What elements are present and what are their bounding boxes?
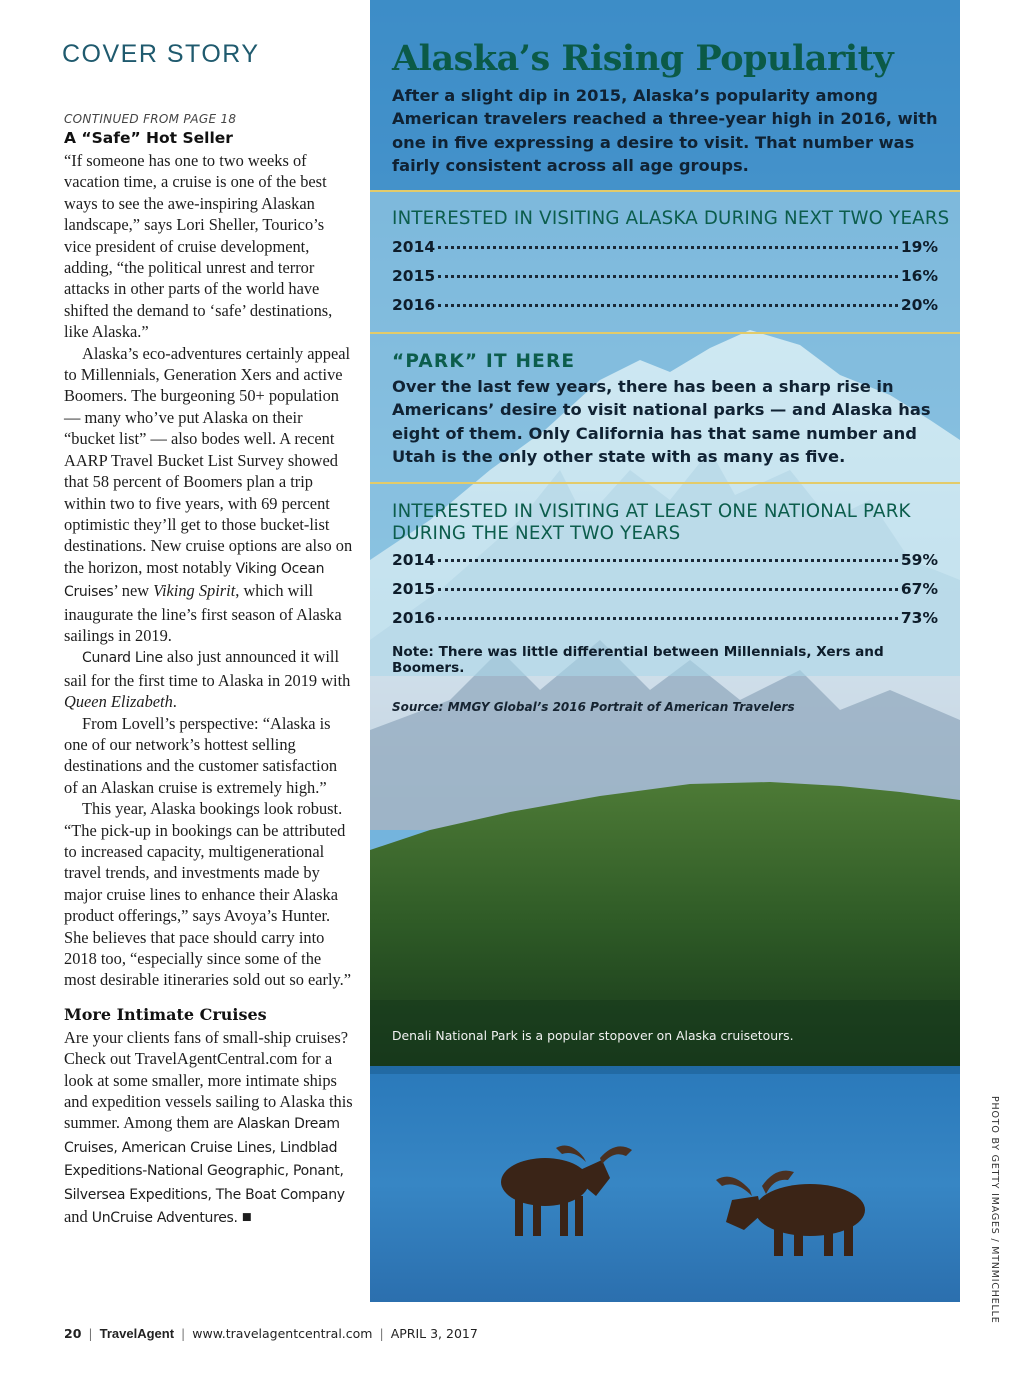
stat-row — [392, 580, 938, 602]
stat-heading-parks: INTERESTED IN VISITING AT LEAST ONE NATIONAL PARK DURING THE NEXT TWO YEARS — [392, 501, 911, 544]
stat-year: 2014 — [392, 551, 436, 569]
article-body — [64, 112, 354, 1230]
stat-year: 2015 — [392, 580, 436, 598]
infographic-panel — [370, 0, 960, 1302]
stat-value: 19% — [900, 238, 938, 256]
footer-date: APRIL 3, 2017 — [390, 1326, 478, 1341]
stat-value: 20% — [900, 296, 938, 314]
stat-year: 2015 — [392, 267, 436, 285]
stat-row — [392, 551, 938, 573]
end-mark: ■ — [241, 1207, 252, 1227]
section-label: COVER STORY — [62, 40, 260, 68]
paragraph: Alaska’s eco-adventures certainly appeal to Millennials, Generation Xers and active Boomers. The burgeoning 50+ population — many who’ve put Alaska on their “bucket list” — also bodes well. A recent AARP Travel Bucket List Survey showed that 58 percent of Boomers plan a trip within two to five years, with 69 percent optimistic they’ll get to those bucket-list destinations. New cruise options are also on the horizon, most notably Viking Ocean Cruises’ new Viking Spirit, which will inaugurate the line’s first season of Alaska sailings in 2019. — [64, 343, 353, 645]
continued-label: CONTINUED FROM PAGE 18 — [64, 112, 237, 126]
park-body: Over the last few years, there has been a sharp rise in Americans’ desire to visit national parks — and Alaska has eight of them. Only California has that same number and Utah is the only other state with as many as five. — [392, 377, 931, 466]
footer-url[interactable]: www.travelagentcentral.com — [192, 1326, 373, 1341]
source-line: Source: MMGY Global’s 2016 Portrait of American Travelers — [392, 700, 795, 714]
page-footer: 20 | TravelAgent | www.travelagentcentral.com | APRIL 3, 2017 — [64, 1326, 478, 1341]
paragraph: From Lovell’s perspective: “Alaska is one of our network’s hottest selling destinations and the customer satisfaction of an Alaskan cruise is extremely high.” — [64, 713, 338, 797]
stat-value: 67% — [900, 580, 938, 598]
paragraph: “If someone has one to two weeks of vacation time, a cruise is one of the best ways to see the awe-inspiring Alaskan landscape,” says Lori Sheller, Tourico’s vice president of cruise development, adding, “the political unrest and terror attacks in other parts of the world have shifted the demand to ‘safe’ destinations, like Alaska.” — [64, 151, 333, 342]
stat-year: 2016 — [392, 609, 436, 627]
stat-heading-alaska: INTERESTED IN VISITING ALASKA DURING NEXT TWO YEARS — [392, 208, 950, 229]
link-cunard-line[interactable]: Cunard Line — [82, 650, 163, 667]
stat-row — [392, 267, 938, 289]
link-viking-ocean-cruises[interactable]: Viking Ocean Cruises — [64, 560, 325, 601]
stat-row — [392, 609, 938, 631]
stat-value: 73% — [900, 609, 938, 627]
paragraph: Are your clients fans of small-ship cruises? Check out TravelAgentCentral.com for a look at some smaller, more intimate ships and expedition vessels sailing to Alaska this summer. Among them are Alaskan Dream Cruises, American Cruise Lines, Lindblad Expeditions-National Geographic, Ponant, Silversea Expeditions, The Boat Company and UnCruise Adventures. ■ — [64, 1027, 353, 1227]
stat-year: 2016 — [392, 296, 436, 314]
link-cruise-lines[interactable]: Alaskan Dream Cruises, American Cruise Lines, Lindblad Expeditions-National Geographic, Ponant, Silversea Expeditions, The Boat Company — [64, 1116, 345, 1203]
brand-name: TravelAgent — [99, 1326, 175, 1341]
stat-year: 2014 — [392, 238, 436, 256]
stat-row — [392, 238, 938, 260]
subhead-more-intimate-cruises: More Intimate Cruises — [64, 1004, 267, 1024]
stat-row — [392, 296, 938, 318]
panel-title: Alaska’s Rising Popularity — [392, 38, 894, 79]
stat-value: 59% — [900, 551, 938, 569]
photo-credit: PHOTO BY GETTY IMAGES / MTNMICHELLE — [989, 1096, 1000, 1324]
paragraph: Cunard Line also just announced it will sail for the first time to Alaska in 2019 with Queen Elizabeth. — [64, 647, 351, 712]
park-heading: “PARK” IT HERE — [392, 351, 576, 372]
paragraph: This year, Alaska bookings look robust. “The pick-up in bookings can be attributed to increased capacity, multigenerational travel trends, and investments made by major cruise lines to enhance their Alaska product offerings,” says Avoya’s Hunter. She believes that pace should carry into 2018 too, “especially since some of the most desirable itineraries sold out so early.” — [64, 799, 352, 990]
subhead-safe-hot-seller: A “Safe” Hot Seller — [64, 129, 233, 147]
link-uncruise-adventures[interactable]: UnCruise Adventures. — [91, 1210, 238, 1227]
photo-caption: Denali National Park is a popular stopover on Alaska cruisetours. — [392, 1028, 794, 1043]
page-number: 20 — [64, 1326, 82, 1341]
stat-value: 16% — [900, 267, 938, 285]
stat-note: Note: There was little differential between Millennials, Xers and Boomers. — [392, 644, 884, 676]
panel-intro: After a slight dip in 2015, Alaska’s popularity among American travelers reached a three-year high in 2016, with one in five expressing a desire to visit. That number was fairly consistent across all age groups. — [392, 86, 938, 175]
